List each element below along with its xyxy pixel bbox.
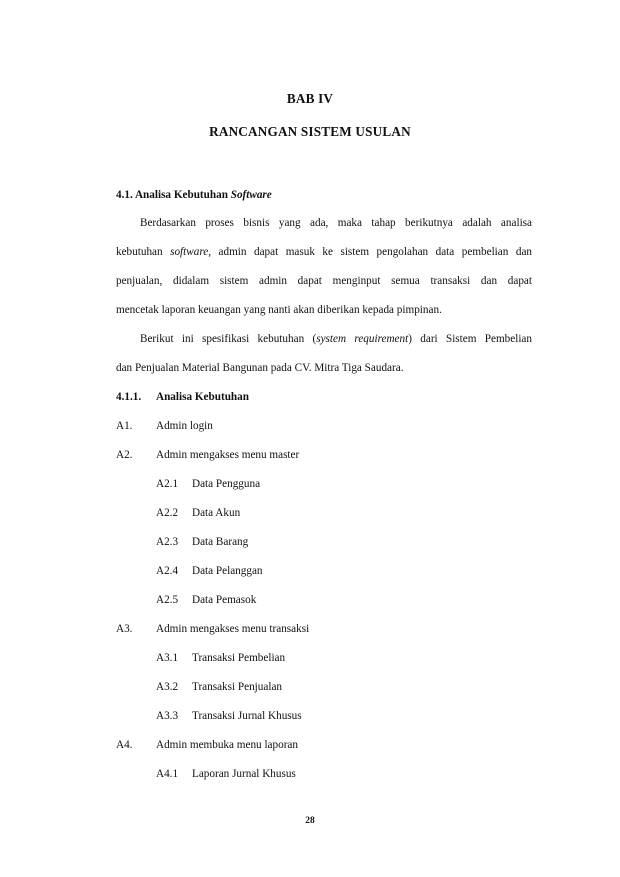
subsection-number: 4.1.1.: [116, 391, 142, 403]
paragraph2-line1-post: ) dari Sistem Pembelian: [408, 333, 532, 345]
sub-req-code: A2.4: [156, 565, 179, 577]
sub-req-text: Data Pengguna: [192, 478, 261, 490]
req-code: A4.: [116, 739, 133, 751]
paragraph2-line1-pre: Berikut ini spesifikasi kebutuhan (: [140, 333, 317, 345]
paragraph1-line2-post: , admin dapat masuk ke sistem pengolahan data pembelian dan: [208, 246, 533, 258]
sub-req-code: A2.3: [156, 536, 179, 548]
req-text: Admin login: [156, 420, 213, 432]
sub-req-text: Data Pelanggan: [192, 565, 263, 577]
sub-req-code: A3.3: [156, 710, 179, 722]
chapter-title: RANCANGAN SISTEM USULAN: [209, 124, 411, 139]
chapter-label: BAB IV: [286, 91, 334, 106]
req-code: A2.: [116, 449, 133, 461]
sub-req-code: A3.1: [156, 652, 179, 664]
sub-req-code: A2.5: [156, 594, 179, 606]
paragraph1-line2: [116, 245, 532, 259]
section-heading: [116, 188, 272, 202]
section-title: Analisa Kebutuhan: [134, 189, 228, 201]
paragraph1-line4: mencetak laporan keuangan yang nanti akan diberikan kepada pimpinan.: [116, 304, 442, 316]
section-title-italic: Software: [230, 189, 272, 201]
paragraph2-line2: dan Penjualan Material Bangunan pada CV. Mitra Tiga Saudara.: [116, 362, 404, 374]
sub-req-code: A2.2: [156, 507, 179, 519]
req-text: Admin membuka menu laporan: [156, 739, 298, 751]
subsection-title: Analisa Kebutuhan: [156, 391, 249, 403]
paragraph1-line2-pre: kebutuhan: [116, 246, 171, 258]
paragraph1-line1: Berdasarkan proses bisnis yang ada, maka tahap berikutnya adalah analisa: [140, 217, 532, 229]
sub-req-text: Data Pemasok: [192, 594, 257, 606]
sub-req-text: Laporan Jurnal Khusus: [192, 768, 296, 780]
sub-req-text: Data Akun: [192, 507, 241, 519]
sub-req-text: Data Barang: [192, 536, 249, 548]
req-text: Admin mengakses menu master: [156, 449, 300, 461]
page-number: 28: [305, 816, 315, 826]
paragraph1-line2-italic: software: [170, 246, 209, 258]
sub-req-code: A4.1: [156, 768, 179, 780]
paragraph2-line1: [116, 332, 532, 346]
paragraph2-line1-italic: system requirement: [316, 333, 409, 345]
sub-req-text: Transaksi Jurnal Khusus: [192, 710, 302, 722]
sub-req-text: Transaksi Penjualan: [192, 681, 283, 693]
req-code: A1.: [116, 420, 133, 432]
section-number: 4.1.: [116, 189, 133, 201]
sub-req-text: Transaksi Pembelian: [192, 652, 286, 664]
sub-req-code: A2.1: [156, 478, 179, 490]
req-text: Admin mengakses menu transaksi: [156, 623, 310, 635]
paragraph1-line3: penjualan, didalam sistem admin dapat menginput semua transaksi dan dapat: [116, 275, 532, 287]
sub-req-code: A3.2: [156, 681, 179, 693]
req-code: A3.: [116, 623, 133, 635]
